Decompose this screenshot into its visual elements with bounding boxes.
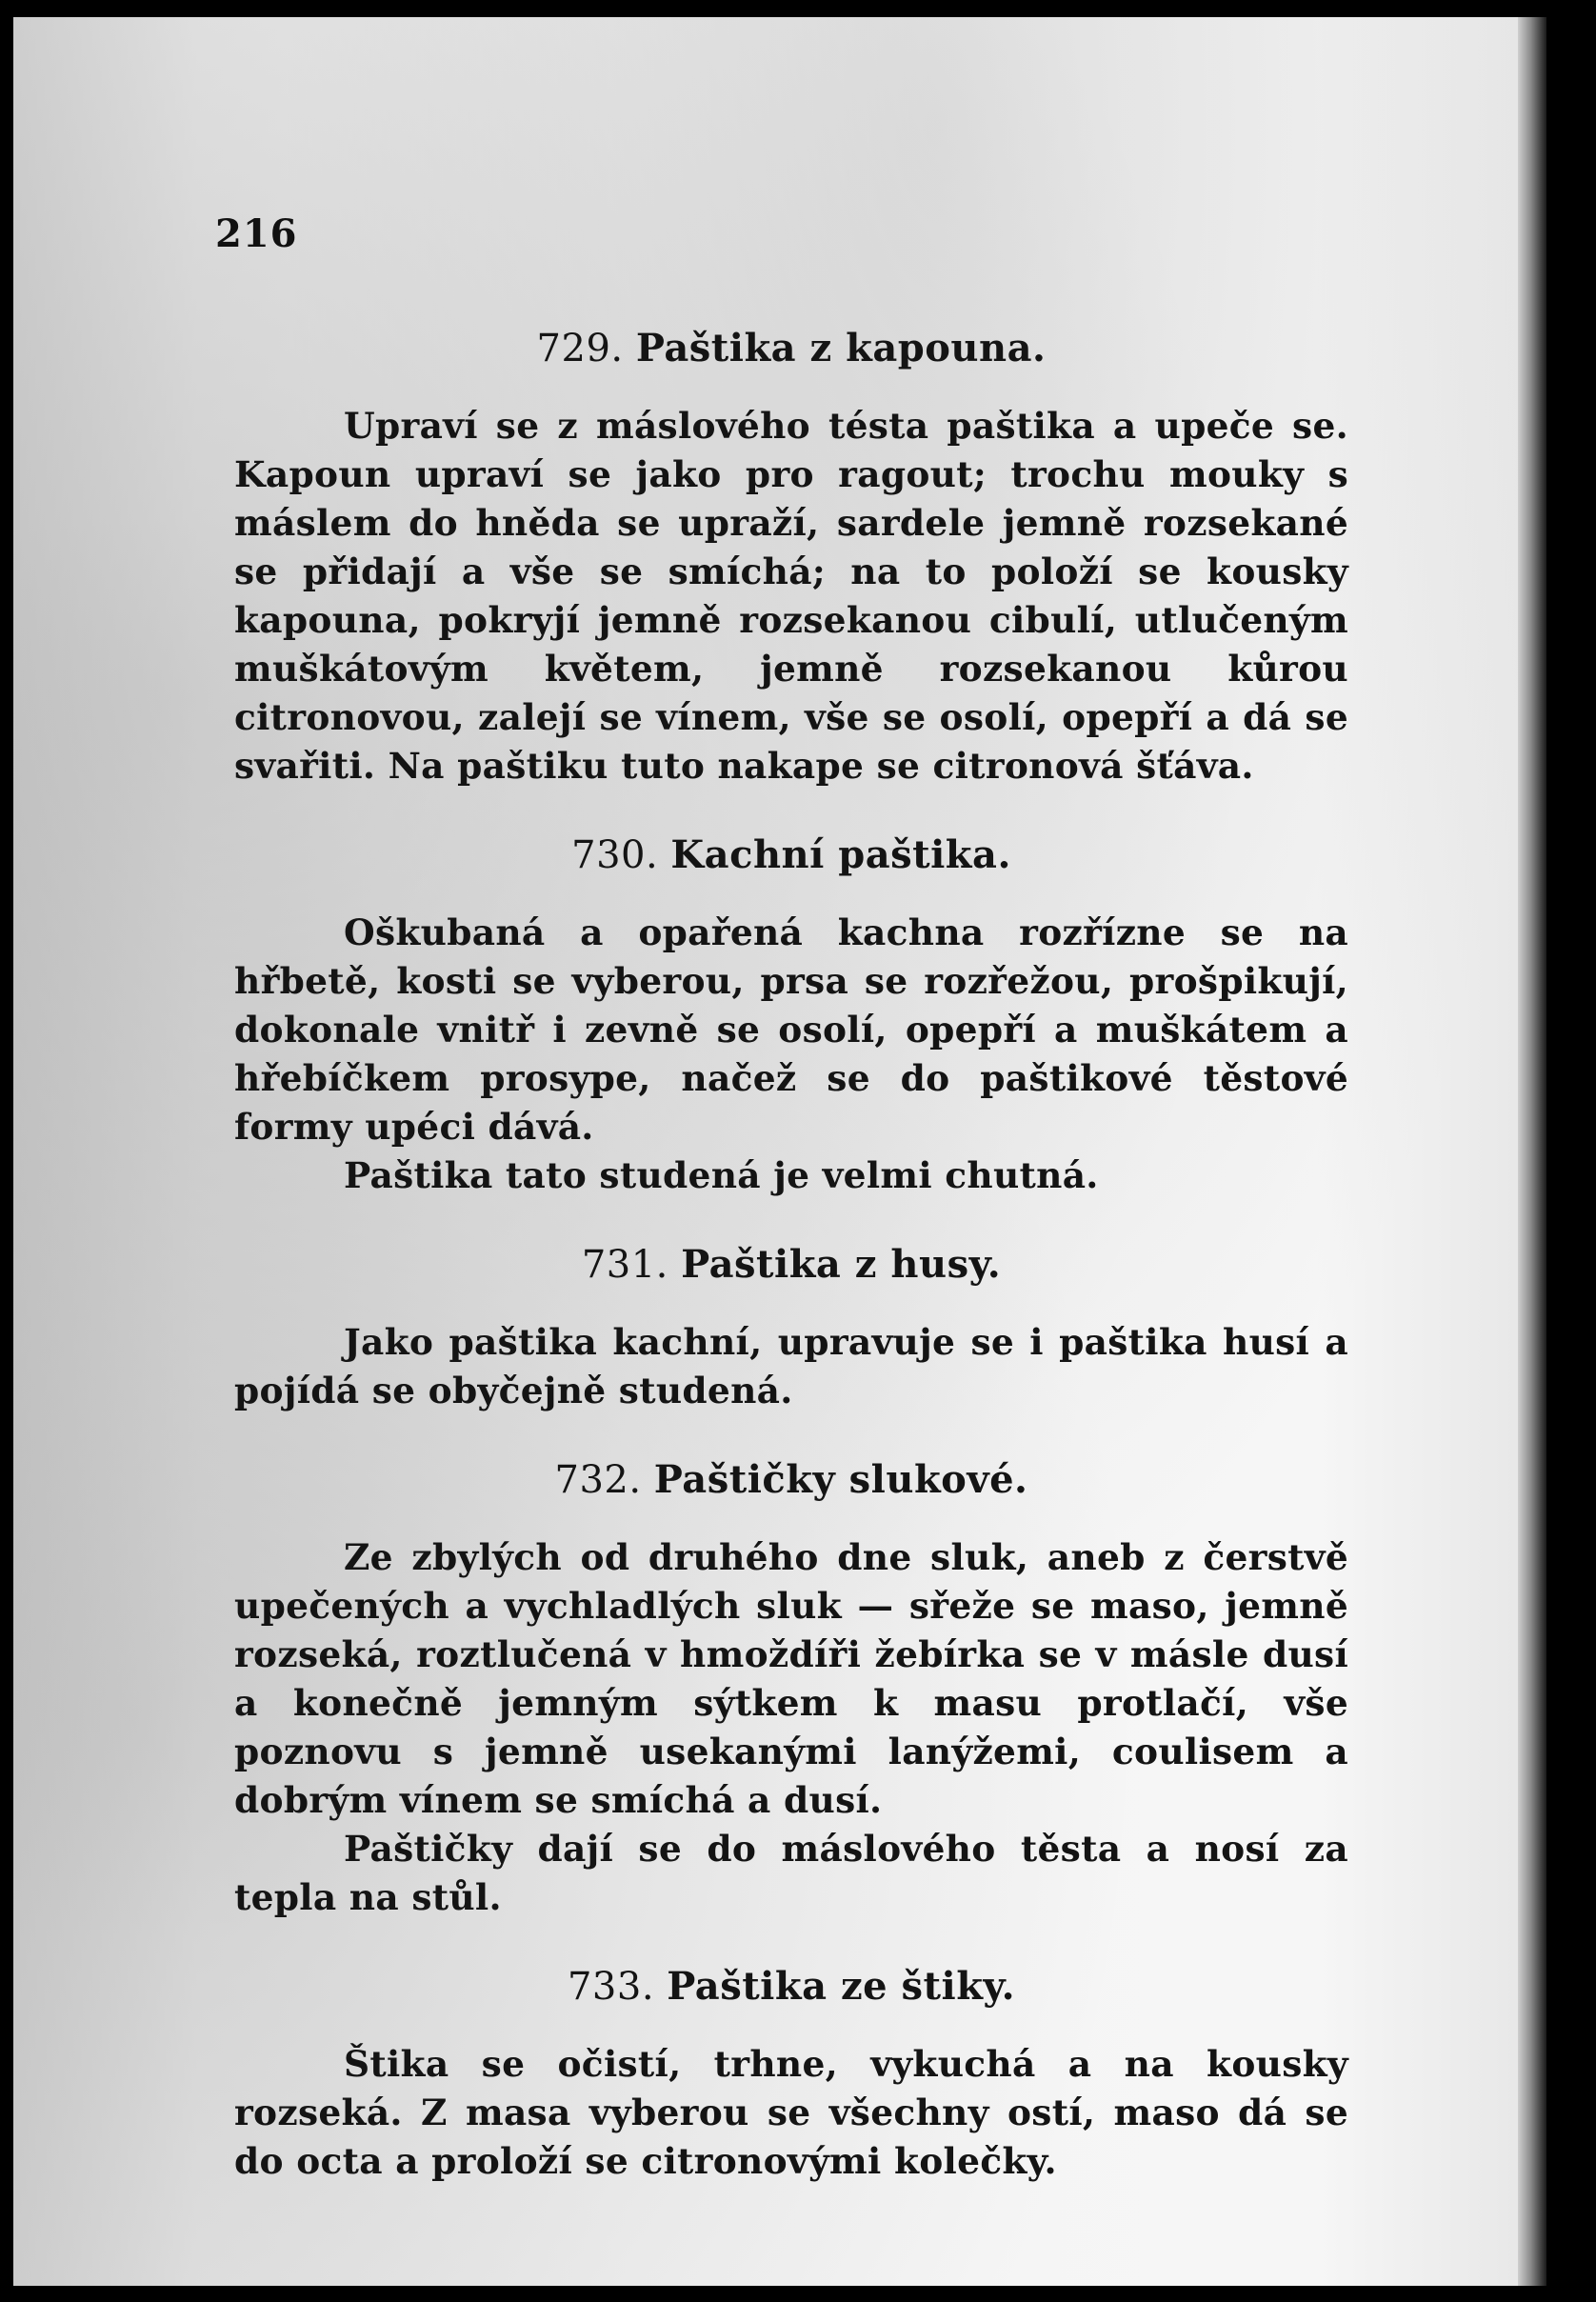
recipe-paragraph: Jako paštika kachní, upravuje se i paštika husí a pojídá se obyčejně studená. [234, 1321, 1348, 1411]
recipe-733 [234, 1960, 1348, 2186]
recipe-title: Paštika z kapouna. [635, 326, 1047, 370]
recipe-heading [234, 322, 1348, 375]
recipe-731 [234, 1238, 1348, 1415]
book-page [13, 17, 1546, 2286]
recipe-title: Paštičky slukové. [653, 1457, 1028, 1502]
recipe-paragraph: Paštičky dají se do máslového těsta a nosí za tepla na stůl. [234, 1828, 1348, 1918]
recipe-paragraph: Paštika tato studená je velmi chutná. [344, 1154, 1099, 1196]
recipe-number: 732. [554, 1458, 642, 1502]
page-edge-shadow [1518, 17, 1546, 2286]
recipe-heading [234, 829, 1348, 882]
recipe-title: Kachní paštika. [670, 832, 1011, 877]
recipe-paragraph: Ze zbylých od druhého dne sluk, aneb z čerstvě upečených a vychladlých sluk — sřeže se maso, jemně rozseká, roztlučená v hmoždíři žebírka se v másle dusí a konečně jemným sýtkem k masu protlačí, vše poznovu s jemně usekanými lanýžemi, coulisem a dobrým vínem se smíchá a dusí. [234, 1536, 1348, 1821]
recipe-paragraph: Upraví se z máslového tésta paštika a upeče se. Kapoun upraví se jako pro ragout; trochu mouky s máslem do hněda se upraží, sardele jemně rozsekané se přidají a vše se smíchá; na to položí se kousky kapouna, pokryjí jemně rozsekanou cibulí, utlučeným muškátovým květem, jemně rozsekanou kůrou citronovou, zalejí se vínem, vše se osolí, opepří a dá se svařiti. Na paštiku tuto nakape se citronová šťáva. [234, 405, 1348, 787]
page-number: 216 [215, 211, 298, 256]
recipe-title: Paštika ze štiky. [667, 1964, 1016, 2009]
recipe-heading [234, 1960, 1348, 2013]
recipe-730 [234, 829, 1348, 1200]
recipe-paragraph: Štika se očistí, trhne, vykuchá a na kousky rozseká. Z masa vyberou se všechny ostí, maso dá se do octa a proloží se citronovými kolečky. [234, 2043, 1348, 2182]
page-content [234, 322, 1348, 2224]
recipe-heading [234, 1453, 1348, 1507]
recipe-number: 733. [567, 1965, 655, 2009]
recipe-heading [234, 1238, 1348, 1291]
recipe-title: Paštika z husy. [681, 1242, 1002, 1287]
recipe-number: 731. [581, 1243, 668, 1287]
recipe-732 [234, 1453, 1348, 1922]
recipe-paragraph: Oškubaná a opařená kachna rozřízne se na hřbetě, kosti se vyberou, prsa se rozřežou, prošpikují, dokonale vnitř i zevně se osolí, opepří a muškátem a hřebíčkem prosype, načež se do paštikové těstové formy upéci dává. [234, 911, 1348, 1148]
recipe-number: 730. [571, 833, 659, 877]
recipe-number: 729. [536, 327, 624, 370]
recipe-729 [234, 322, 1348, 791]
